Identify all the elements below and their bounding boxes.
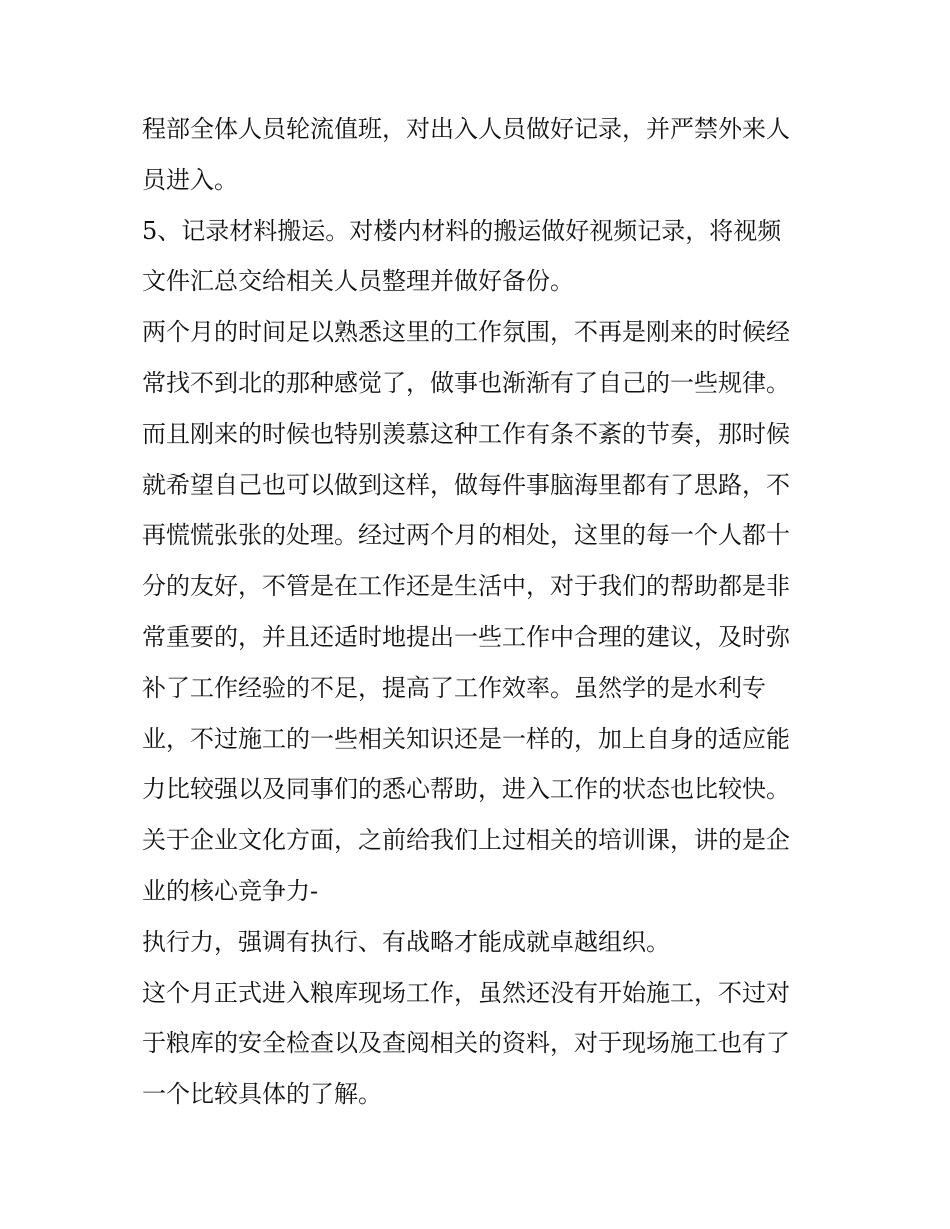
text-line: 分的友好，不管是在工作还是生活中，对于我们的帮助都是非 xyxy=(142,572,790,601)
text-line: 常找不到北的那种感觉了，做事也渐渐有了自己的一些规律。 xyxy=(142,368,790,397)
text-line: 而且刚来的时候也特别羡慕这种工作有条不紊的节奏，那时候 xyxy=(142,419,790,448)
text-line: 力比较强以及同事们的悉心帮助，进入工作的状态也比较快。 xyxy=(142,775,790,804)
text-line: 就希望自己也可以做到这样，做每件事脑海里都有了思路，不 xyxy=(142,470,790,499)
text-line: 执行力，强调有执行、有战略才能成就卓越组织。 xyxy=(142,927,670,956)
text-line: 员进入。 xyxy=(142,165,238,194)
text-line: 程部全体人员轮流值班，对出入人员做好记录，并严禁外来人 xyxy=(142,115,790,143)
text-line: 文件汇总交给相关人员整理并做好备份。 xyxy=(142,267,574,296)
text-line: 补了工作经验的不足，提高了工作效率。虽然学的是水利专 xyxy=(142,673,766,702)
text-line: 常重要的，并且还适时地提出一些工作中合理的建议，及时弥 xyxy=(142,622,790,651)
text-line: 一个比较具体的了解。 xyxy=(142,1080,382,1109)
text-line: 两个月的时间足以熟悉这里的工作氛围，不再是刚来的时候经 xyxy=(142,318,790,347)
text-line: 5、记录材料搬运。对楼内材料的搬运做好视频记录，将视频 xyxy=(142,216,782,245)
text-line: 业，不过施工的一些相关知识还是一样的，加上自身的适应能 xyxy=(142,724,790,753)
text-line: 于粮库的安全检查以及查阅相关的资料，对于现场施工也有了 xyxy=(142,1029,790,1058)
text-line: 这个月正式进入粮库现场工作，虽然还没有开始施工，不过对 xyxy=(142,978,790,1007)
text-line: 关于企业文化方面，之前给我们上过相关的培训课，讲的是企 xyxy=(142,826,790,855)
body-text xyxy=(142,104,832,1120)
text-line: 再慌慌张张的处理。经过两个月的相处，这里的每一个人都十 xyxy=(142,521,790,550)
text-line: 业的核心竞争力- xyxy=(142,876,319,905)
